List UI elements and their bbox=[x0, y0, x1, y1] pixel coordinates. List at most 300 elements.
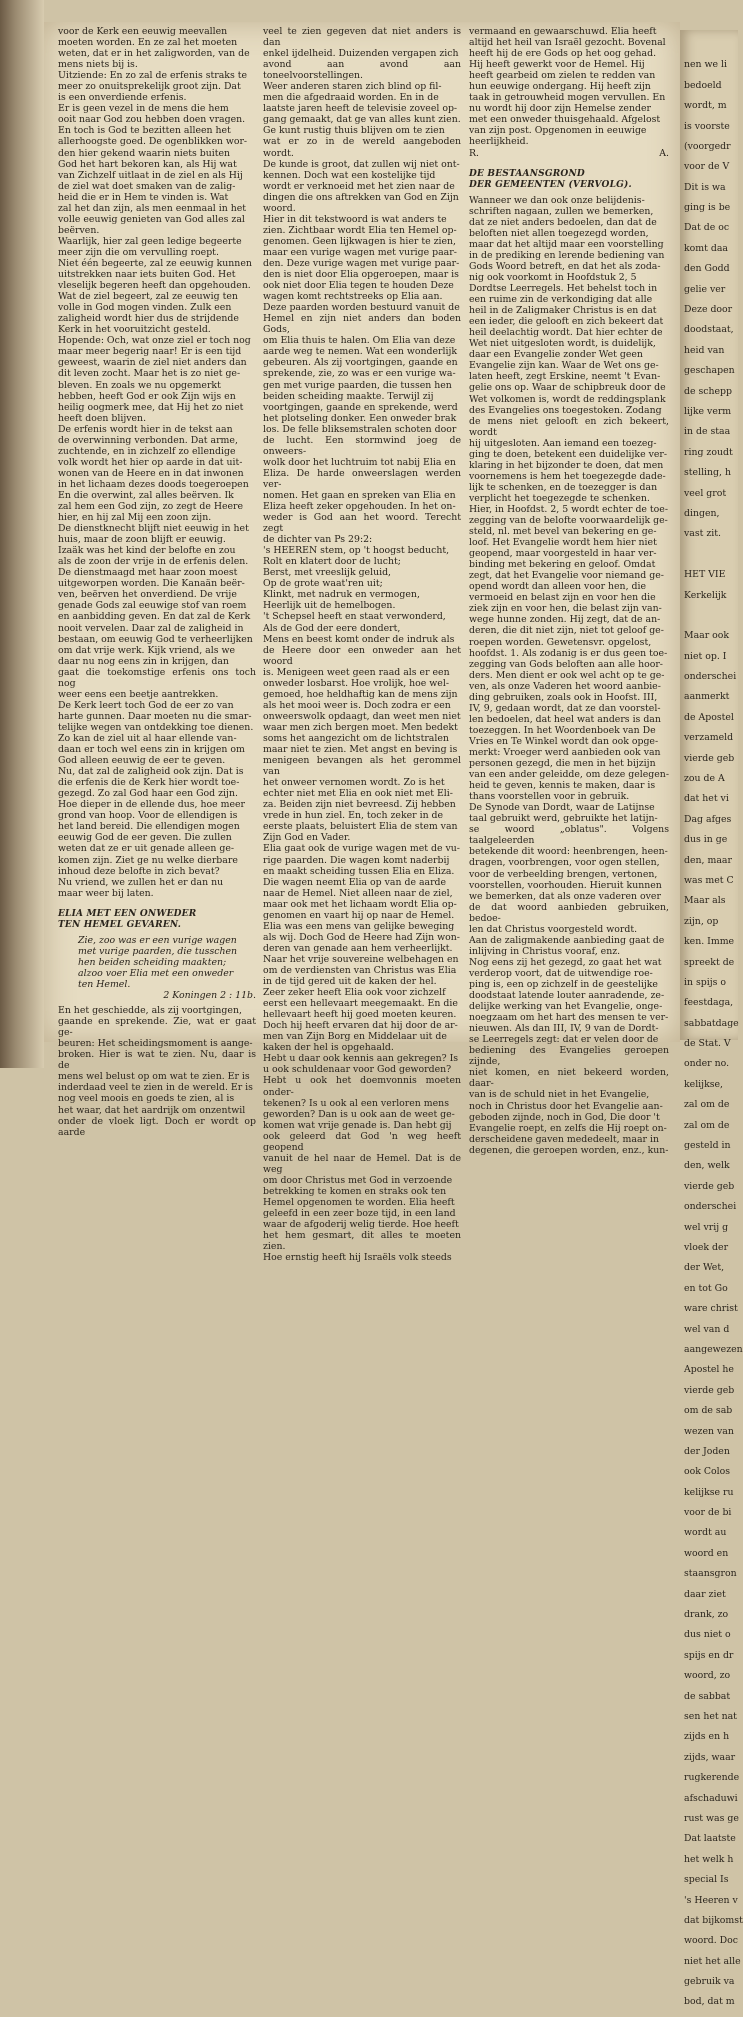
text-line: volle in God mogen vinden. Zulk een bbox=[58, 302, 232, 314]
text-line: moeten worden. En ze zal het moeten bbox=[58, 37, 238, 49]
text-line: len dat Christus voorgesteld wordt. bbox=[469, 923, 638, 935]
text-line: Maar als bbox=[684, 895, 726, 907]
text-line: Gods Woord betreft, en dat het als zoda- bbox=[469, 260, 661, 272]
author-signature bbox=[469, 148, 669, 159]
text-line: ken. Imme bbox=[684, 936, 735, 948]
text-line: verplicht het toegezegde te schenken. bbox=[469, 492, 650, 504]
text-line: gang gemaakt, dat ge van alles kunt zien. bbox=[263, 114, 461, 126]
text-line: doodstaat, bbox=[684, 324, 734, 336]
text-line: gelie ons op. Waar de schipbreuk door de bbox=[469, 382, 666, 394]
text-line: ging is be bbox=[684, 202, 731, 214]
text-line: voortgingen, gaande en sprekende, werd bbox=[263, 401, 458, 413]
text-line: hier, en hij zal Mij een zoon zijn. bbox=[58, 512, 212, 524]
text-line: woord, zo bbox=[684, 1670, 731, 1682]
text-line: om dat vrije werk. Kijk vriend, als we bbox=[58, 644, 236, 656]
text-line: Hier, in Hoofdst. 2, 5 wordt echter de toe- bbox=[469, 503, 668, 515]
text-line: Wanneer we dan ook onze belijdenis- bbox=[469, 194, 645, 206]
text-line: gebeuren. Als zij voortgingen, gaande en bbox=[263, 357, 458, 369]
text-line: onderschei bbox=[684, 671, 737, 683]
text-line: De dienstmaagd met haar zoon moest bbox=[58, 567, 238, 579]
text-line: het welk h bbox=[684, 1853, 734, 1865]
text-line: den, maar bbox=[684, 854, 732, 866]
text-line: heerlijkheid. bbox=[469, 136, 529, 148]
text-line: als de zoon der vrije in de erfenis delen. bbox=[58, 556, 249, 568]
text-line: ook Colos bbox=[684, 1466, 731, 1478]
text-line: Deze door bbox=[684, 304, 733, 316]
text-line: niet het alle bbox=[684, 1955, 741, 1967]
text-line: weten dat ze er uit genade alleen ge- bbox=[58, 843, 235, 855]
text-line: beuren: Het scheidingsmoment is aange- bbox=[58, 1038, 253, 1050]
heading-line: TEN HEMEL GEVAREN. bbox=[58, 919, 182, 930]
text-line: len bedoelen, dat heel wat anders is dan bbox=[469, 713, 661, 725]
text-line: Deze paarden worden bestuurd vanuit de bbox=[263, 302, 460, 314]
text-line: bediening des Evangelies geroepen zijnde, bbox=[469, 1045, 669, 1068]
text-line: echter niet met Elia en ook niet met Eli- bbox=[263, 788, 453, 800]
text-line: Eliza heeft zeker opgehouden. In het on- bbox=[263, 501, 456, 513]
text-line: Mens en beest komt onder de indruk als bbox=[263, 633, 455, 645]
text-line: delijke werking van het Evangelie, onge- bbox=[469, 1001, 663, 1013]
text-line: ooit naar God zou hebben doen vragen. bbox=[58, 114, 246, 126]
text-line: de Heere door een onweder aan het woord bbox=[263, 644, 461, 667]
text-line: dat bijkomst bbox=[684, 1914, 743, 1926]
text-line: merkt: Vroeger werd aanbieden ook van bbox=[469, 747, 661, 758]
text-line: ware christ bbox=[684, 1303, 738, 1315]
text-line: het hem gesmart, dit alles te moeten zien. bbox=[263, 1230, 461, 1253]
text-line: zijn, op bbox=[684, 915, 719, 927]
text-line: de sabbat bbox=[684, 1690, 731, 1702]
text-line: heil in de Zaligmaker Christus is en dat bbox=[469, 305, 657, 317]
text-line: Hemel en zijn niet anders dan boden Gods, bbox=[263, 313, 461, 336]
text-line: genomen en vaart hij op naar de Hemel. bbox=[263, 909, 455, 921]
text-line: dat het vi bbox=[684, 793, 729, 805]
text-line: se woord „oblatus". Volgens taalgeleerden bbox=[469, 824, 669, 847]
text-line: vleselijk begeren heeft dan opgehouden. bbox=[58, 280, 251, 292]
text-line: De erfenis wordt hier in de tekst aan bbox=[58, 423, 233, 435]
text-line: za. Beiden zijn niet bevreesd. Zij hebben bbox=[263, 799, 456, 811]
text-line: Eliza. De harde onweerslagen werden ver- bbox=[263, 467, 461, 490]
text-line: woord en bbox=[684, 1547, 729, 1559]
column-1-body bbox=[58, 26, 256, 899]
text-line: enkel ijdelheid. Duizenden vergapen zich bbox=[263, 48, 459, 60]
text-line: Elia was een mens van gelijke beweging bbox=[263, 920, 455, 932]
text-line: Weer anderen staren zich blind op fil- bbox=[263, 81, 442, 93]
text-line: En het geschiedde, als zij voortgingen, bbox=[58, 1005, 242, 1017]
text-line: aarde weg te nemen. Wat een wonderlijk bbox=[263, 346, 458, 358]
text-line: u ook schuldenaar voor God geworden? bbox=[263, 1064, 452, 1076]
text-line: lijk te schenken, en de toezegger is dan bbox=[469, 481, 658, 493]
text-line: eerste plaats, beluistert Elia de stem van bbox=[263, 821, 458, 833]
text-line: gaande en sprekende. Zie, wat er gaat ge- bbox=[58, 1016, 256, 1039]
text-line: mens niets bij is. bbox=[58, 59, 138, 71]
text-line: rugkerende bbox=[684, 1772, 740, 1784]
text-line: klaring in het bijzonder te doen, dat men bbox=[469, 459, 664, 471]
text-line: taal gebruikt werd, gebruikte het latijn- bbox=[469, 813, 658, 825]
text-line: Als de God der eere dondert, bbox=[263, 622, 401, 634]
text-line: in het lichaam dezes doods toegeroepen bbox=[58, 478, 249, 490]
text-line: der Joden bbox=[684, 1445, 730, 1457]
text-line: binding met bekering en geloof. Omdat bbox=[469, 559, 656, 571]
text-line: wordt au bbox=[684, 1527, 727, 1539]
column-2 bbox=[263, 26, 461, 1263]
text-line: vermoeid en belast zijn en voor hen die bbox=[469, 592, 656, 604]
text-line: komen wat vrije genade is. Dan hebt gij bbox=[263, 1119, 452, 1131]
text-line: nieuwen. Als dan III, IV, 9 van de Dordt- bbox=[469, 1023, 659, 1035]
text-line: hun eeuwige ondergang. Hij heeft zijn bbox=[469, 81, 651, 93]
text-line: heeft hij de ere Gods op het oog gehad. bbox=[469, 48, 657, 60]
text-line: veel grot bbox=[684, 487, 727, 499]
text-line: Rolt en klatert door de lucht; bbox=[263, 556, 401, 568]
text-line: het plotseling donker. Een onweder brak bbox=[263, 412, 457, 424]
text-line: des Evangelies ons toegestoken. Zodang bbox=[469, 404, 662, 416]
text-line: Wet niet uitgesloten wordt, is duidelijk, bbox=[469, 338, 656, 350]
text-line: broken. Hier is wat te zien. Nu, daar is de bbox=[58, 1049, 256, 1072]
text-line: bestaan, om eeuwig God te verheerlijken bbox=[58, 633, 253, 645]
text-line: van zijn post. Opgenomen in eeuwige bbox=[469, 125, 647, 137]
text-line: soms het aangezicht om de lichtstralen bbox=[263, 733, 449, 744]
text-line: Op de grote waat'ren uit; bbox=[263, 578, 383, 590]
text-line: Nu, dat zal de zaligheid ook zijn. Dat is bbox=[58, 766, 244, 778]
text-line: verderop voort, dat de uitwendige roe- bbox=[469, 967, 653, 979]
text-line: voor de V bbox=[684, 161, 730, 173]
text-line: kelijkse, bbox=[684, 1078, 724, 1090]
text-line: Waarlijk, hier zal geen ledige begeerte bbox=[58, 235, 242, 247]
text-line: nog veel moois en goeds te zien, al is bbox=[58, 1093, 235, 1105]
text-line: Kerk in het vooruitzicht gesteld. bbox=[58, 324, 211, 336]
text-line: betekende dit woord: heenbrengen, heen- bbox=[469, 846, 668, 858]
text-line: niet op. I bbox=[684, 650, 727, 662]
text-line: IV, 9, gedaan wordt, dat ze dan voorstel- bbox=[469, 702, 661, 714]
text-line: is voorste bbox=[684, 120, 730, 132]
text-line: gelie ver bbox=[684, 283, 726, 295]
text-line: meer zo onuitsprekelijk groot zijn. Dat bbox=[58, 81, 241, 93]
text-line: verzameld bbox=[684, 732, 734, 744]
text-line: ook niet door Elia tegen te houden Deze bbox=[263, 280, 454, 292]
heading-line: DE BESTAANSGROND bbox=[469, 168, 585, 179]
text-line: gebruik va bbox=[684, 1976, 735, 1988]
text-line: Apostel he bbox=[684, 1364, 734, 1376]
text-line: Die wagen neemt Elia op van de aarde bbox=[263, 876, 447, 888]
text-line: de dichter van Ps 29:2: bbox=[263, 534, 373, 546]
text-line: aanmerkt bbox=[684, 691, 730, 703]
text-line: als wij. Doch God de Heere had Zijn won- bbox=[263, 931, 460, 943]
text-line: genomen. Geen lijkwagen is hier te zien, bbox=[263, 235, 457, 247]
text-line: Izaäk was het kind der belofte en zou bbox=[58, 545, 236, 557]
text-line: wonen van de Heere en in dat inwonen bbox=[58, 467, 244, 479]
text-line: doodstaat latende louter aanradende, ze- bbox=[469, 990, 665, 1002]
text-line: ten Hemel. bbox=[78, 978, 131, 990]
text-line: vloek der bbox=[684, 1242, 729, 1253]
text-line: beërven. bbox=[58, 224, 100, 236]
text-line: bod, dat m bbox=[684, 1996, 735, 2008]
text-line: vanuit de hel naar de Hemel. Dat is de weg bbox=[263, 1152, 461, 1175]
text-line: heid van bbox=[684, 344, 725, 356]
text-line: een ruime zin de verkondiging dat alle bbox=[469, 294, 653, 306]
text-line: bleven. En zoals we nu opgemerkt bbox=[58, 379, 221, 391]
text-line: en maakt scheiding tussen Elia en Eliza. bbox=[263, 865, 455, 877]
text-line: Hopende: Och, wat onze ziel er toch nog bbox=[58, 335, 251, 347]
text-line: en aanbidding geven. En dat zal de Kerk bbox=[58, 611, 251, 623]
article-heading-bestaansgrond bbox=[469, 169, 669, 191]
text-line: maar dat het altijd maar een voorstelling bbox=[469, 238, 664, 250]
text-line: hebben, heeft God er ook Zijn wijs en bbox=[58, 390, 236, 402]
column-1 bbox=[58, 26, 256, 1138]
text-line: personen gezegd, die men in het bijzijn bbox=[469, 758, 656, 770]
text-line: vierde geb bbox=[684, 1180, 735, 1192]
text-line: veel te zien gegeven dat niet anders is dan bbox=[263, 26, 461, 49]
text-line: De Synode van Dordt, waar de Latijnse bbox=[469, 802, 655, 814]
text-line: nooit vervelen. Daar zal de zaligheid in bbox=[58, 622, 244, 634]
text-line: ders. Men dient er ook wel acht op te ge- bbox=[469, 669, 665, 681]
text-line: geschapen bbox=[684, 365, 735, 377]
text-line: Dat laatste bbox=[684, 1833, 736, 1845]
text-line: afschaduwi bbox=[684, 1792, 738, 1804]
text-line: avond aan avond aan toneelvoorstellingen. bbox=[263, 59, 461, 82]
signature-right: A. bbox=[659, 147, 669, 159]
text-line: stelling, h bbox=[684, 467, 732, 479]
text-line: staansgron bbox=[684, 1568, 737, 1580]
text-line: degenen, die geroepen worden, enz., kun- bbox=[469, 1144, 669, 1156]
text-line: harte gunnen. Daar moeten nu die smar- bbox=[58, 710, 252, 722]
text-line: spijs en dr bbox=[684, 1649, 734, 1661]
text-line: men van Zijn Borg en Middelaar uit de bbox=[263, 1031, 447, 1043]
text-line: Niet één begeerte, zal ze eeuwig kunnen bbox=[58, 257, 252, 269]
text-line: Hij heeft gewerkt voor de Hemel. Hij bbox=[469, 59, 645, 71]
text-line: Zeer zeker heeft Elia ook voor zichzelf bbox=[263, 987, 446, 999]
text-line: geweest, waarin de ziel niet anders dan bbox=[58, 357, 247, 369]
text-line bbox=[684, 610, 743, 621]
text-line: Kerkelijk bbox=[684, 589, 727, 601]
text-line: zijds en h bbox=[684, 1731, 730, 1743]
column-3 bbox=[469, 26, 669, 1156]
text-line: Evangelie roept, en zelfs die Hij roept on- bbox=[469, 1122, 667, 1134]
text-line: Nog eens zij het gezegd, zo gaat het wat bbox=[469, 956, 662, 968]
text-line: wagen komt rechtstreeks op Elia aan. bbox=[263, 291, 443, 303]
text-line: noch in Christus door het Evangelie aan- bbox=[469, 1100, 663, 1112]
text-line: Zijn God en Vader. bbox=[263, 832, 351, 844]
text-line: we bemerken, dat als onze vaderen over bbox=[469, 890, 661, 902]
text-line: naar de Hemel. Niet alleen naar de ziel, bbox=[263, 887, 453, 899]
text-line: loof. Het Evangelie wordt hem hier niet bbox=[469, 537, 657, 549]
text-line: ziek zijn en voor hen, die belast zijn van- bbox=[469, 603, 662, 615]
text-line: Hoe ernstig heeft hij Israëls volk steeds bbox=[263, 1252, 452, 1264]
text-line: ven, als onze Vaderen het woord aanbie- bbox=[469, 680, 661, 692]
text-line: allerhoogste goed. De ogenblikken wor- bbox=[58, 136, 248, 148]
text-line: los. De felle bliksemstralen schoten door bbox=[263, 423, 457, 435]
text-line: heid die er in Hem te vinden is. Wat bbox=[58, 191, 229, 203]
text-line: maar niet te zien. Met angst en beving is bbox=[263, 744, 458, 756]
text-line: der Wet, bbox=[684, 1262, 725, 1274]
text-line: voornemens is hem het toegezegde dade- bbox=[469, 470, 666, 482]
text-line: wordt er verknoeid met het zien naar de bbox=[263, 180, 455, 192]
text-line: een ieder, die gelooft en zich bekeert dat bbox=[469, 316, 664, 328]
text-line: maar een vurige wagen met vurige paar- bbox=[263, 246, 457, 258]
text-line: Berst, met vreeslijk geluid, bbox=[263, 567, 392, 579]
text-line: heid te geven, kennis te maken, daar is bbox=[469, 780, 656, 792]
next-page-edge bbox=[680, 30, 743, 2008]
text-line: dingen, bbox=[684, 507, 720, 519]
text-line: dus in ge bbox=[684, 834, 728, 846]
text-line: de mens niet gelooft en zich bekeert, wordt bbox=[469, 415, 669, 438]
text-line: God alleen eeuwig de eer te geven. bbox=[58, 755, 226, 767]
scripture-reference: 2 Koningen 2 : 11b. bbox=[163, 990, 256, 1002]
text-line: daar een Evangelie zonder Wet geen bbox=[469, 349, 643, 361]
text-line: ping is, een op zichzelf in de geestelijke bbox=[469, 978, 658, 990]
text-line: (voorgedr bbox=[684, 140, 731, 152]
text-line: Aan de zaligmakende aanbieding gaat de bbox=[469, 934, 665, 946]
text-line: voor de bi bbox=[684, 1507, 732, 1519]
text-line: voor de Kerk een eeuwig meevallen bbox=[58, 26, 228, 37]
text-line: En die overwint, zal alles beërven. Ik bbox=[58, 489, 234, 501]
text-line: den hier gekend waarin niets buiten bbox=[58, 147, 231, 159]
text-line: was met C bbox=[684, 874, 734, 886]
text-line: Wat de ziel begeert, zal ze eeuwig ten bbox=[58, 291, 238, 303]
text-line: Uitziende: En zo zal de erfenis straks te bbox=[58, 70, 248, 82]
text-line: inhoud deze belofte in zich bevat? bbox=[58, 865, 220, 877]
text-line: De kunde is groot, dat zullen wij niet ont- bbox=[263, 158, 460, 170]
text-line: komt daa bbox=[684, 242, 728, 254]
text-line: nomen. Het gaan en spreken van Elia en bbox=[263, 489, 456, 501]
text-line: deren van genade aan hem verheerlijkt. bbox=[263, 942, 453, 954]
text-line: Er is geen vezel in de mens die hem bbox=[58, 103, 229, 115]
text-line: grond van hoop. Voor de ellendigen is bbox=[58, 810, 238, 822]
text-line: opend wordt dan alleen voor hen, die bbox=[469, 581, 647, 593]
text-line: volk wordt het hier op aarde in dat uit- bbox=[58, 456, 243, 468]
text-line: hoofdst. 1. Als zodanig is er dus geen toe- bbox=[469, 647, 668, 659]
text-line: is een onverdiende erfenis. bbox=[58, 92, 187, 104]
text-line: geworden? Dan is u ook aan de weet ge- bbox=[263, 1108, 455, 1120]
text-line: derscheidene gaven mededeelt, maar in bbox=[469, 1133, 659, 1145]
text-line: heilig oogmerk mee, dat Hij het zo niet bbox=[58, 401, 244, 413]
text-line: voor de verbeelding brengen, vertonen, bbox=[469, 868, 658, 880]
column-2-body bbox=[263, 26, 461, 1263]
text-line: 's HEEREN stem, op 't hoogst beducht, bbox=[263, 545, 450, 557]
text-line: de Apostel bbox=[684, 711, 734, 723]
text-line: vermaand en gewaarschuwd. Elia heeft bbox=[469, 26, 657, 37]
text-line: De dienstknecht blijft niet eeuwig in het bbox=[58, 523, 249, 535]
text-line: de dat woord aanbieden gebruiken, bedoe- bbox=[469, 901, 669, 924]
text-line: Dordtse Leerregels. Het behelst toch in bbox=[469, 283, 658, 295]
text-line: onweder losbarst. Hoe vrolijk, hoe wel- bbox=[263, 677, 449, 689]
text-line: wat er zo in de wereld aangeboden wordt. bbox=[263, 136, 461, 159]
text-line: Hebt u daar ook kennis aan gekregen? Is bbox=[263, 1053, 459, 1065]
text-line: thans voorstellen voor in gebruik. bbox=[469, 791, 630, 803]
text-line: volle eeuwig genieten van God alles zal bbox=[58, 213, 245, 225]
text-line: den is niet door Elia opgeroepen, maar is bbox=[263, 269, 459, 281]
text-line: vrede in hun ziel. En, toch zeker in de bbox=[263, 810, 444, 822]
text-line: betrekking te komen en straks ook ten bbox=[263, 1185, 447, 1197]
text-line: menigeen bevangen als het gerommel van bbox=[263, 755, 461, 778]
text-line: daar ziet bbox=[684, 1588, 726, 1600]
text-line: ging te doen, betekent een duidelijke ver- bbox=[469, 448, 668, 460]
text-line: onweerswolk opdaagt, dan weet men niet bbox=[263, 710, 461, 722]
text-line: de lucht. Een stormwind joeg de onweers- bbox=[263, 434, 461, 457]
text-line: zaligheid wordt hier dus de strijdende bbox=[58, 313, 239, 325]
text-line: wezen van bbox=[684, 1425, 734, 1437]
text-line: zegging van de belofte voorwaardelijk ge- bbox=[469, 515, 668, 527]
text-line: geopend, maar voorgesteld in haar ver- bbox=[469, 548, 657, 560]
column-3-body bbox=[469, 195, 669, 1156]
text-line: rige paarden. Die wagen komt naderbij bbox=[263, 854, 450, 866]
text-line bbox=[684, 549, 743, 560]
text-line: hellevaart heeft hij goed moeten keuren. bbox=[263, 1009, 457, 1021]
text-line: dit leven zocht. Maar het is zo niet ge- bbox=[58, 368, 241, 380]
text-line: woord. bbox=[263, 202, 296, 214]
heading-line: ELIA MET EEN ONWEDER bbox=[58, 908, 197, 919]
text-line: wordt, m bbox=[684, 100, 727, 112]
text-line: God het hart bekoren kan, als Hij wat bbox=[58, 158, 237, 170]
text-line: sabbatdage bbox=[684, 1017, 739, 1029]
text-line: die erfenis die de Kerk hier wordt toe- bbox=[58, 777, 240, 789]
article-heading-elia bbox=[58, 909, 256, 931]
text-line: zien. Zichtbaar wordt Elia ten Hemel op- bbox=[263, 224, 457, 236]
text-line: hen beiden scheiding maakten; bbox=[78, 956, 227, 968]
text-line: van is de schuld niet in het Evangelie, bbox=[469, 1089, 650, 1101]
text-line: alzoo voer Elia met een onweder bbox=[78, 967, 234, 979]
text-line: Elia gaat ook de vurige wagen met de vu- bbox=[263, 843, 460, 855]
text-line: meer zijn die om vervulling roept. bbox=[58, 246, 219, 258]
text-line: van Zichzelf uitlaat in de ziel en als Hij bbox=[58, 169, 243, 181]
text-line: eeuwig God de eer geven. Die zullen bbox=[58, 832, 232, 844]
text-line: dus niet o bbox=[684, 1629, 731, 1641]
text-line: schriften nagaan, zullen we bemerken, bbox=[469, 205, 654, 217]
text-line: taak in getrouwheid mogen vervullen. En bbox=[469, 92, 666, 104]
text-line: dragen, voorbrengen, voor ogen stellen, bbox=[469, 857, 660, 869]
text-line: zal om de bbox=[684, 1099, 730, 1111]
text-line: de ziel wat doet smaken van de zalig- bbox=[58, 180, 236, 192]
text-line: zou de A bbox=[684, 773, 725, 785]
text-line: beiden scheiding maakte. Terwijl zij bbox=[263, 390, 434, 402]
text-line: Heerlijk uit de hemelbogen. bbox=[263, 600, 396, 612]
text-line: feestdaga, bbox=[684, 997, 734, 1009]
text-line: roepen worden. Gewetensvr. opgelost, bbox=[469, 636, 652, 648]
text-line: heeft gearbeid om zielen te redden van bbox=[469, 70, 656, 82]
text-line: geleefd in een zeer boze tijd, in een land bbox=[263, 1208, 456, 1220]
text-line: genade Gods zal eeuwige stof van roem bbox=[58, 600, 247, 612]
text-line: nen we li bbox=[684, 59, 728, 71]
text-line: gezegd. Zo zal God haar een God zijn. bbox=[58, 788, 238, 800]
text-line: sprekende, zie, zo was er een vurige wa- bbox=[263, 368, 456, 380]
text-line: in de tijd gered uit de kaken der hel. bbox=[263, 976, 437, 988]
text-line: in de staa bbox=[684, 426, 731, 438]
text-line: de Stat. V bbox=[684, 1038, 731, 1050]
text-line: kennen. Doch wat een kostelijke tijd bbox=[263, 169, 436, 181]
text-line: Dit is wa bbox=[684, 181, 726, 193]
text-line: Dat de oc bbox=[684, 222, 730, 234]
text-line: gen met vurige paarden, die tussen hen bbox=[263, 379, 452, 391]
text-line: steld, nl. met bevel van bekering en ge- bbox=[469, 526, 657, 538]
text-line: ven, beërven het onverdiend. De vrije bbox=[58, 589, 237, 601]
text-line: kaken der hel is opgehaald. bbox=[263, 1042, 394, 1054]
text-line: toezeggen. In het Woordenboek van De bbox=[469, 724, 656, 736]
text-line: het land bereid. Die ellendigen mogen bbox=[58, 821, 240, 833]
text-line: ding gebruiken, zoals ook in Hoofst. III, bbox=[469, 691, 658, 703]
text-line: woord. Doc bbox=[684, 1935, 738, 1947]
text-line: uitgeworpen worden. Die Kanaän beër- bbox=[58, 578, 245, 590]
text-line: nig ook voorkomt in Hoofdstuk 2, 5 bbox=[469, 271, 637, 283]
text-line: het waar, dat het aardrijk om onzentwil bbox=[58, 1104, 246, 1116]
text-line: het onweer vernomen wordt. Zo is het bbox=[263, 777, 445, 789]
text-line: dat ze niet anders bedoelen, dan dat de bbox=[469, 216, 657, 228]
text-line: noegzaam om het hart des mensen te ver- bbox=[469, 1012, 669, 1024]
text-line: En toch is God te bezitten alleen het bbox=[58, 125, 231, 137]
text-line: om Elia thuis te halen. Om Elia van deze bbox=[263, 335, 456, 347]
text-line: uitstrekken naar iets buiten God. Het bbox=[58, 269, 236, 281]
text-line: maar weer bij laten. bbox=[58, 887, 154, 899]
text-line: aangewezen bbox=[684, 1343, 743, 1355]
text-line: Evangelie zijn kan. Waar de Wet ons ge- bbox=[469, 360, 659, 372]
text-line: bedoeld bbox=[684, 79, 722, 91]
scripture-quote bbox=[58, 935, 256, 990]
